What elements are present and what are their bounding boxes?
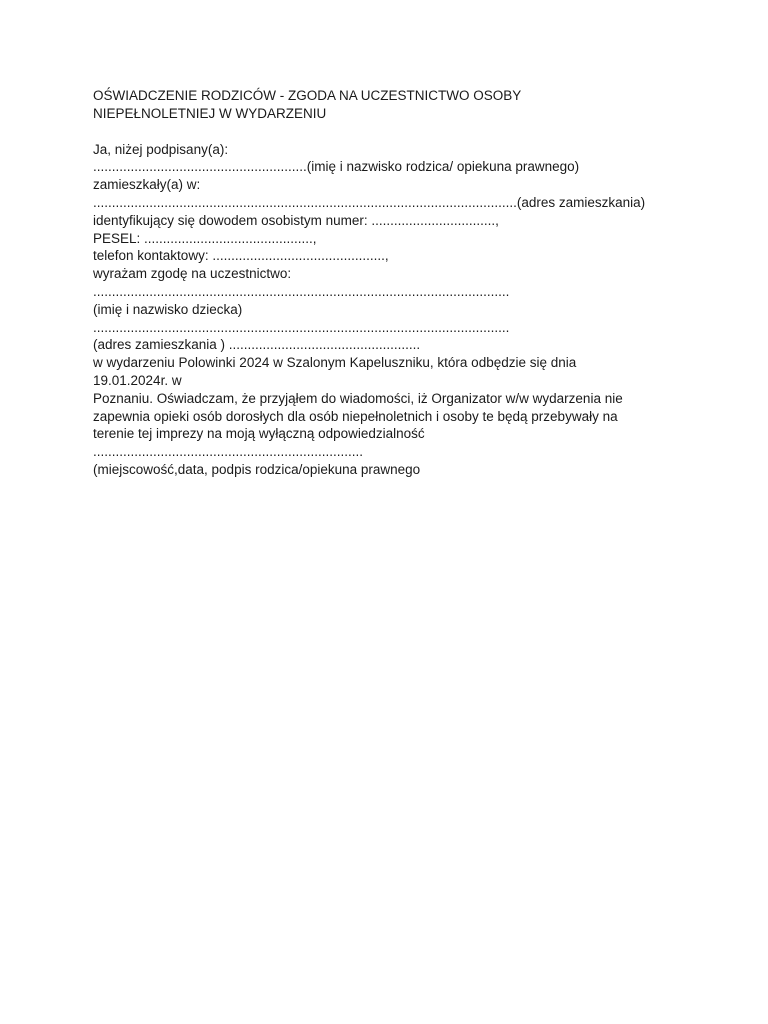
parent-name-field-line: .........................................................(imię i nazwisko rodzica/ opiekuna prawnego) xyxy=(93,159,580,175)
event-date-line: 19.01.2024r. w xyxy=(93,372,182,388)
phone-field-line: telefon kontaktowy: .............................................., xyxy=(93,248,389,264)
event-line: w wydarzeniu Polowinki 2024 w Szalonym Kapeluszniku, która odbędzie się dnia xyxy=(93,355,577,371)
document-title xyxy=(93,87,693,123)
intro-line: Ja, niżej podpisany(a): xyxy=(93,141,229,157)
child-name-caption: (imię i nazwisko dziecka) xyxy=(93,301,243,317)
residence-label-line: zamieszkały(a) w: xyxy=(93,177,201,193)
statement-line-2: zapewnia opieki osób dorosłych dla osób niepełnoletnich i osoby te będą przebywały na xyxy=(93,408,618,424)
consent-line: wyrażam zgodę na uczestnictwo: xyxy=(93,266,292,282)
declaration-body xyxy=(93,141,693,479)
id-number-field-line: identyfikujący się dowodem osobistym numer: ................................., xyxy=(93,212,499,228)
title-line-1: OŚWIADCZENIE RODZICÓW - ZGODA NA UCZESTNICTWO OSOBY xyxy=(93,88,522,103)
child-address-field-line: (adres zamieszkania ) ................................................... xyxy=(93,337,421,353)
child-name-dotted-line: ............................................................................................................... xyxy=(93,283,510,299)
pesel-field-line: PESEL: ............................................., xyxy=(93,230,317,246)
signature-dotted-line: ........................................................................ xyxy=(93,444,364,460)
title-line-2: NIEPEŁNOLETNIEJ W WYDARZENIU xyxy=(93,105,327,121)
parent-address-field-line: .................................................................................................................(adres zamieszkania) xyxy=(93,194,646,210)
document-content xyxy=(93,87,693,479)
child-address-dotted-line: ............................................................................................................... xyxy=(93,319,510,335)
statement-line-3: terenie tej imprezy na moją wyłączną odpowiedzialność xyxy=(93,426,425,442)
signature-caption: (miejscowość,data, podpis rodzica/opiekuna prawnego xyxy=(93,461,421,477)
statement-line-1: Poznaniu. Oświadczam, że przyjąłem do wiadomości, iż Organizator w/w wydarzenia nie xyxy=(93,390,623,406)
